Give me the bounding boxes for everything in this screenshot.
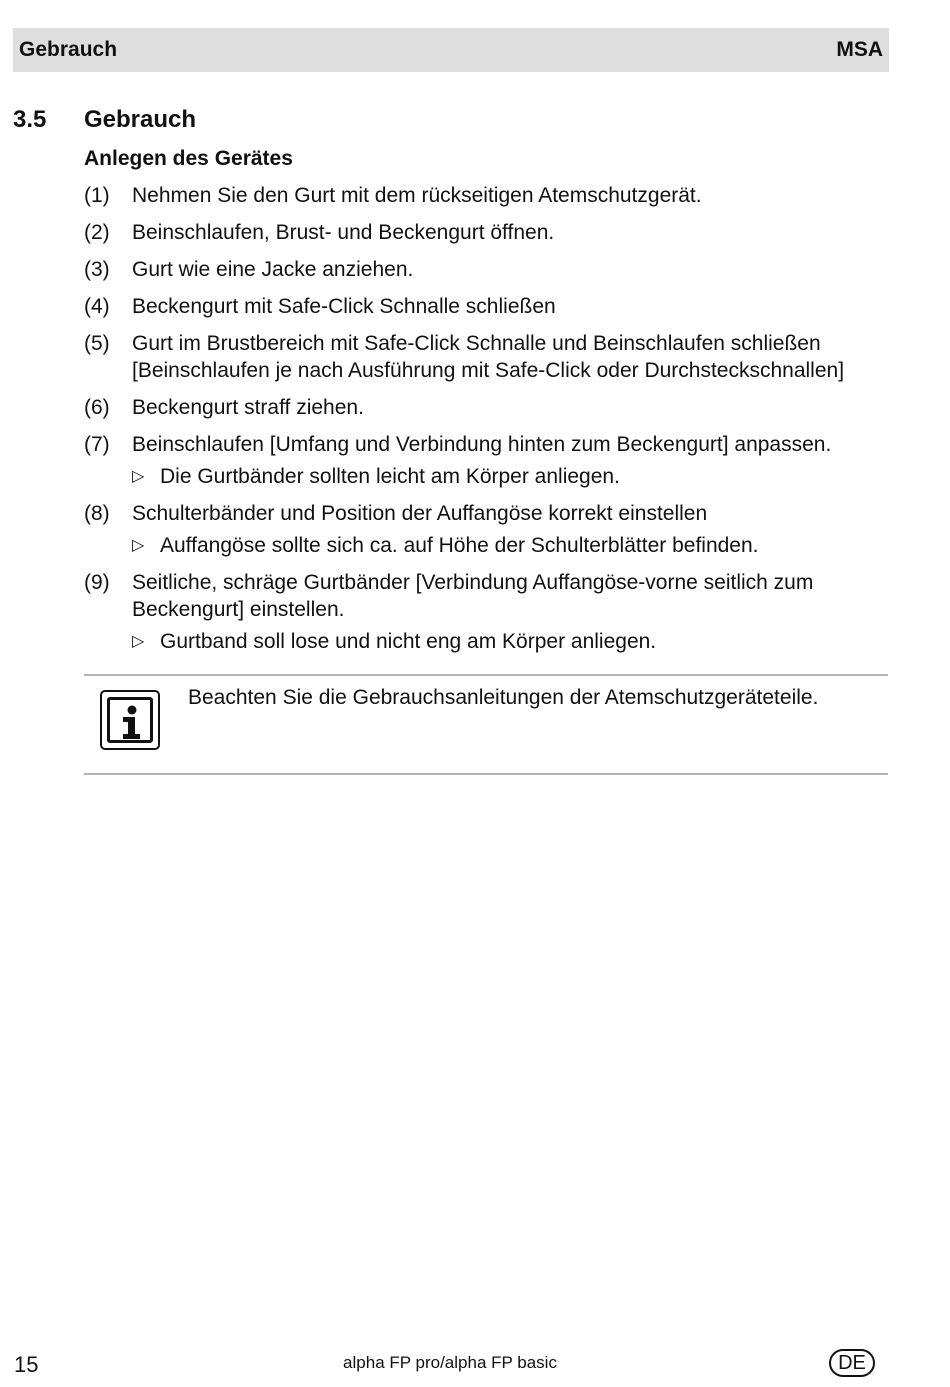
step-text: Beinschlaufen, Brust- und Beckengurt öffnen. (132, 221, 555, 244)
section-title: Gebrauch (84, 106, 197, 133)
result-arrow-icon: ▷ (132, 468, 145, 485)
result-arrow-icon: ▷ (132, 633, 145, 650)
result-text: Auffangöse sollte sich ca. auf Höhe der Schulterblätter befinden. (160, 534, 759, 557)
step-text: Gurt im Brustbereich mit Safe-Click Schnalle und Beinschlaufen schließen [Beinschlaufen je nach Ausführung mit Safe-Click oder Durchsteckschnallen] (132, 332, 845, 382)
header-brand: MSA (836, 38, 883, 61)
step-4 (84, 293, 890, 320)
step-text: Beinschlaufen [Umfang und Verbindung hinten zum Beckengurt] anpassen. (132, 433, 832, 456)
step-number: (4) (84, 295, 110, 318)
step-result (132, 532, 890, 559)
step-2 (84, 219, 890, 246)
step-text: Nehmen Sie den Gurt mit dem rückseitigen Atemschutzgerät. (132, 184, 702, 207)
step-number: (5) (84, 332, 110, 355)
step-number: (3) (84, 258, 110, 281)
result-text: Gurtband soll lose und nicht eng am Körper anliegen. (160, 630, 657, 653)
step-result (132, 628, 890, 655)
step-5 (84, 330, 890, 384)
step-1 (84, 182, 890, 209)
step-number: (8) (84, 502, 110, 525)
step-7 (84, 431, 890, 490)
step-text: Gurt wie eine Jacke anziehen. (132, 258, 414, 281)
step-number: (2) (84, 221, 110, 244)
step-text: Seitliche, schräge Gurtbänder [Verbindung Auffangöse-vorne seitlich zum Beckengurt] einstellen. (132, 571, 814, 621)
step-number: (9) (84, 571, 110, 594)
step-result (132, 463, 890, 490)
page-number: 15 (14, 1352, 39, 1377)
step-number: (7) (84, 433, 110, 456)
step-number: (1) (84, 184, 110, 207)
language-badge: DE (829, 1349, 875, 1377)
step-8 (84, 500, 890, 559)
step-9 (84, 569, 890, 655)
page-header (13, 28, 889, 72)
step-text: Beckengurt mit Safe-Click Schnalle schließen (132, 295, 556, 318)
info-icon (100, 690, 160, 750)
footer-product-title: alpha FP pro/alpha FP basic (343, 1353, 557, 1372)
step-text: Beckengurt straff ziehen. (132, 396, 364, 419)
result-arrow-icon: ▷ (132, 537, 145, 554)
result-text: Die Gurtbänder sollten leicht am Körper anliegen. (160, 465, 620, 488)
info-note (84, 674, 888, 775)
note-text: Beachten Sie die Gebrauchsanleitungen der Atemschutzgeräteteile. (188, 686, 819, 709)
steps-list (84, 182, 890, 665)
step-text: Schulterbänder und Position der Auffangöse korrekt einstellen (132, 502, 708, 525)
section-number: 3.5 (13, 106, 47, 133)
step-6 (84, 394, 890, 421)
step-number: (6) (84, 396, 110, 419)
step-3 (84, 256, 890, 283)
header-chapter-title: Gebrauch (19, 38, 118, 61)
section-subheading: Anlegen des Gerätes (84, 147, 293, 170)
